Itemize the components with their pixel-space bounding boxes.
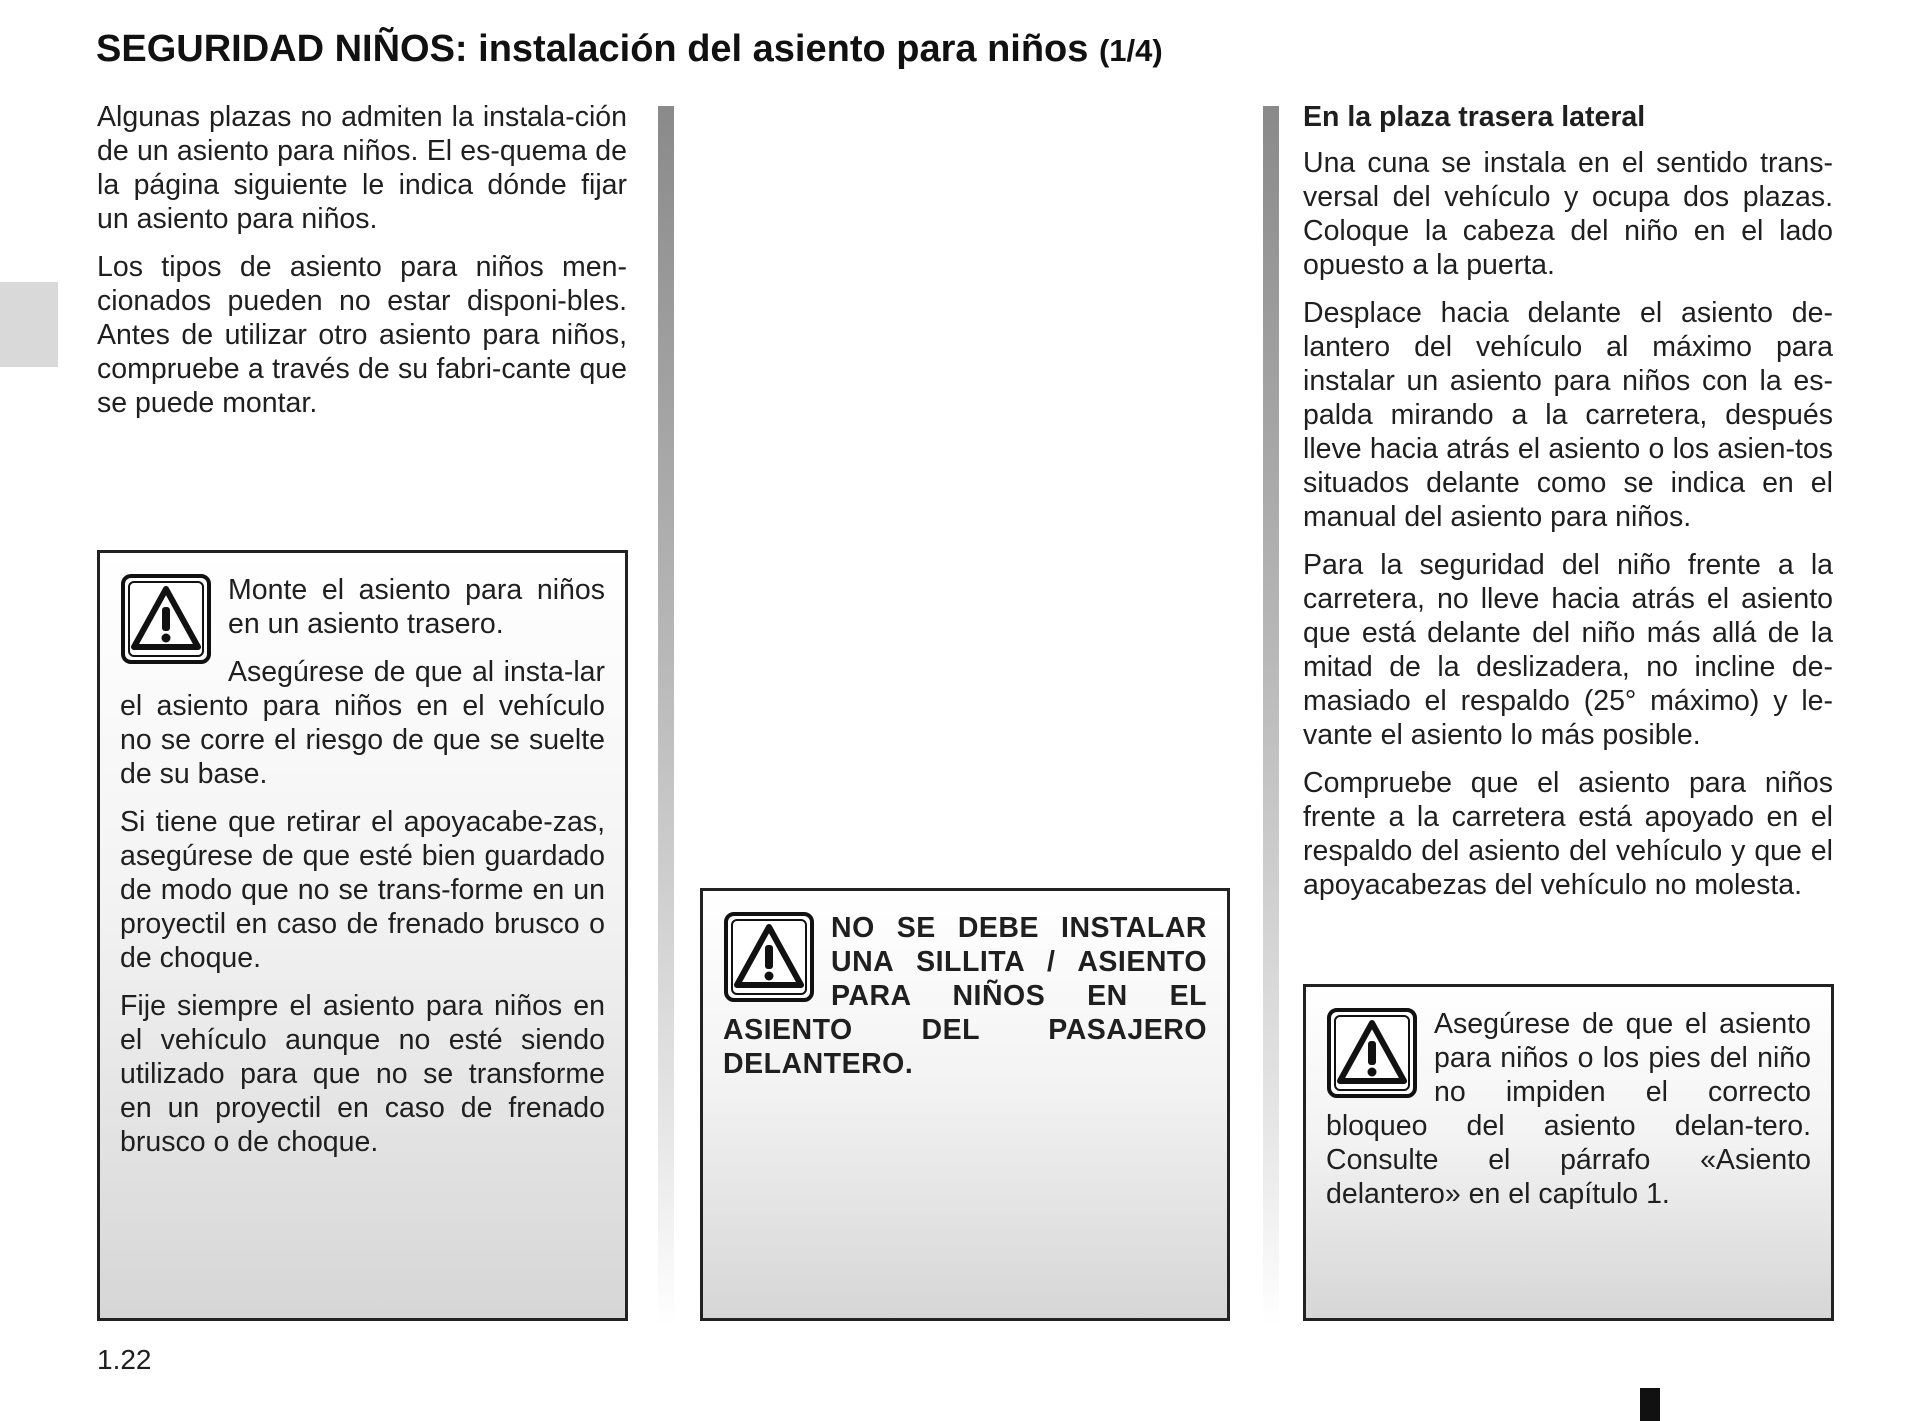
page-corner-mark — [1640, 1388, 1660, 1421]
warning-triangle-icon — [1326, 1007, 1418, 1099]
page-title — [96, 28, 1796, 71]
page-title-main: SEGURIDAD NIÑOS: instalación del asiento para niños — [96, 28, 1089, 70]
right-paragraph-1: Una cuna se instala en el sentido trans-versal del vehículo y ocupa dos plazas. Coloque la cabeza del niño en el lado opuesto a la puerta. — [1303, 147, 1833, 281]
warning-1-paragraph-3: Si tiene que retirar el apoyacabe-zas, asegúrese de que esté bien guardado de modo que no se trans-forme en un proyectil en caso de frenado brusco o de choque. — [120, 806, 605, 974]
chapter-side-tab — [0, 282, 58, 367]
right-paragraph-3: Para la seguridad del niño frente a la carretera, no lleve hacia atrás el asiento que está delante del niño más allá de la mitad de la deslizadera, no incline de-masiado el respaldo (25° máximo) y le-vante el asiento lo más posible. — [1303, 549, 1833, 751]
warning-1-paragraph-1: Monte el asiento para niños en un asiento trasero. — [228, 574, 605, 640]
column-divider-left — [658, 106, 674, 1326]
page-title-part: (1/4) — [1098, 33, 1163, 68]
right-heading: En la plaza trasera lateral — [1303, 101, 1646, 133]
left-paragraph-2: Los tipos de asiento para niños men-cionados pueden no estar disponi-bles. Antes de utilizar otro asiento para niños, compruebe a través de su fabri-cante que se puede montar. — [97, 251, 627, 419]
warning-1-paragraph-4: Fije siempre el asiento para niños en el vehículo aunque no esté siendo utilizado para que no se transforme en un proyectil en caso de frenado brusco o de choque. — [120, 990, 605, 1158]
left-column — [97, 100, 627, 434]
page-number: 1.22 — [97, 1344, 152, 1375]
warning-box-front-seat — [700, 888, 1230, 1321]
warning-triangle-icon — [120, 573, 212, 665]
warning-2-text: NO SE DEBE INSTALAR UNA SILLITA / ASIENTO PARA NIÑOS EN EL ASIENTO DEL PASAJERO DELANTERO. — [723, 912, 1207, 1080]
warning-triangle-icon — [723, 911, 815, 1003]
column-divider-right — [1263, 106, 1279, 1326]
warning-3-text: Asegúrese de que el asiento para niños o los pies del niño no impiden el correcto bloqueo del asiento delan-tero. Consulte el párrafo «Asiento delantero» en el capítulo 1. — [1326, 1008, 1811, 1210]
warning-box-rear-seat — [97, 550, 628, 1321]
warning-1-paragraph-2: Asegúrese de que al insta-lar el asiento para niños en el vehículo no se corre el riesgo de que se suelte de su base. — [120, 656, 605, 790]
right-paragraph-2: Desplace hacia delante el asiento de-lantero del vehículo al máximo para instalar un asiento para niños con la es-palda mirando a la carretera, después lleve hacia atrás el asiento o los asien-tos situados delante como se indica en el manual del asiento para niños. — [1303, 297, 1833, 533]
right-paragraph-4: Compruebe que el asiento para niños frente a la carretera está apoyado en el respaldo del asiento del vehículo y que el apoyacabezas del vehículo no molesta. — [1303, 767, 1833, 901]
left-paragraph-1: Algunas plazas no admiten la instala-ción de un asiento para niños. El es-quema de la página siguiente le indica dónde fijar un asiento para niños. — [97, 101, 627, 235]
warning-box-front-seat-lock — [1303, 984, 1834, 1321]
right-column — [1303, 100, 1833, 916]
